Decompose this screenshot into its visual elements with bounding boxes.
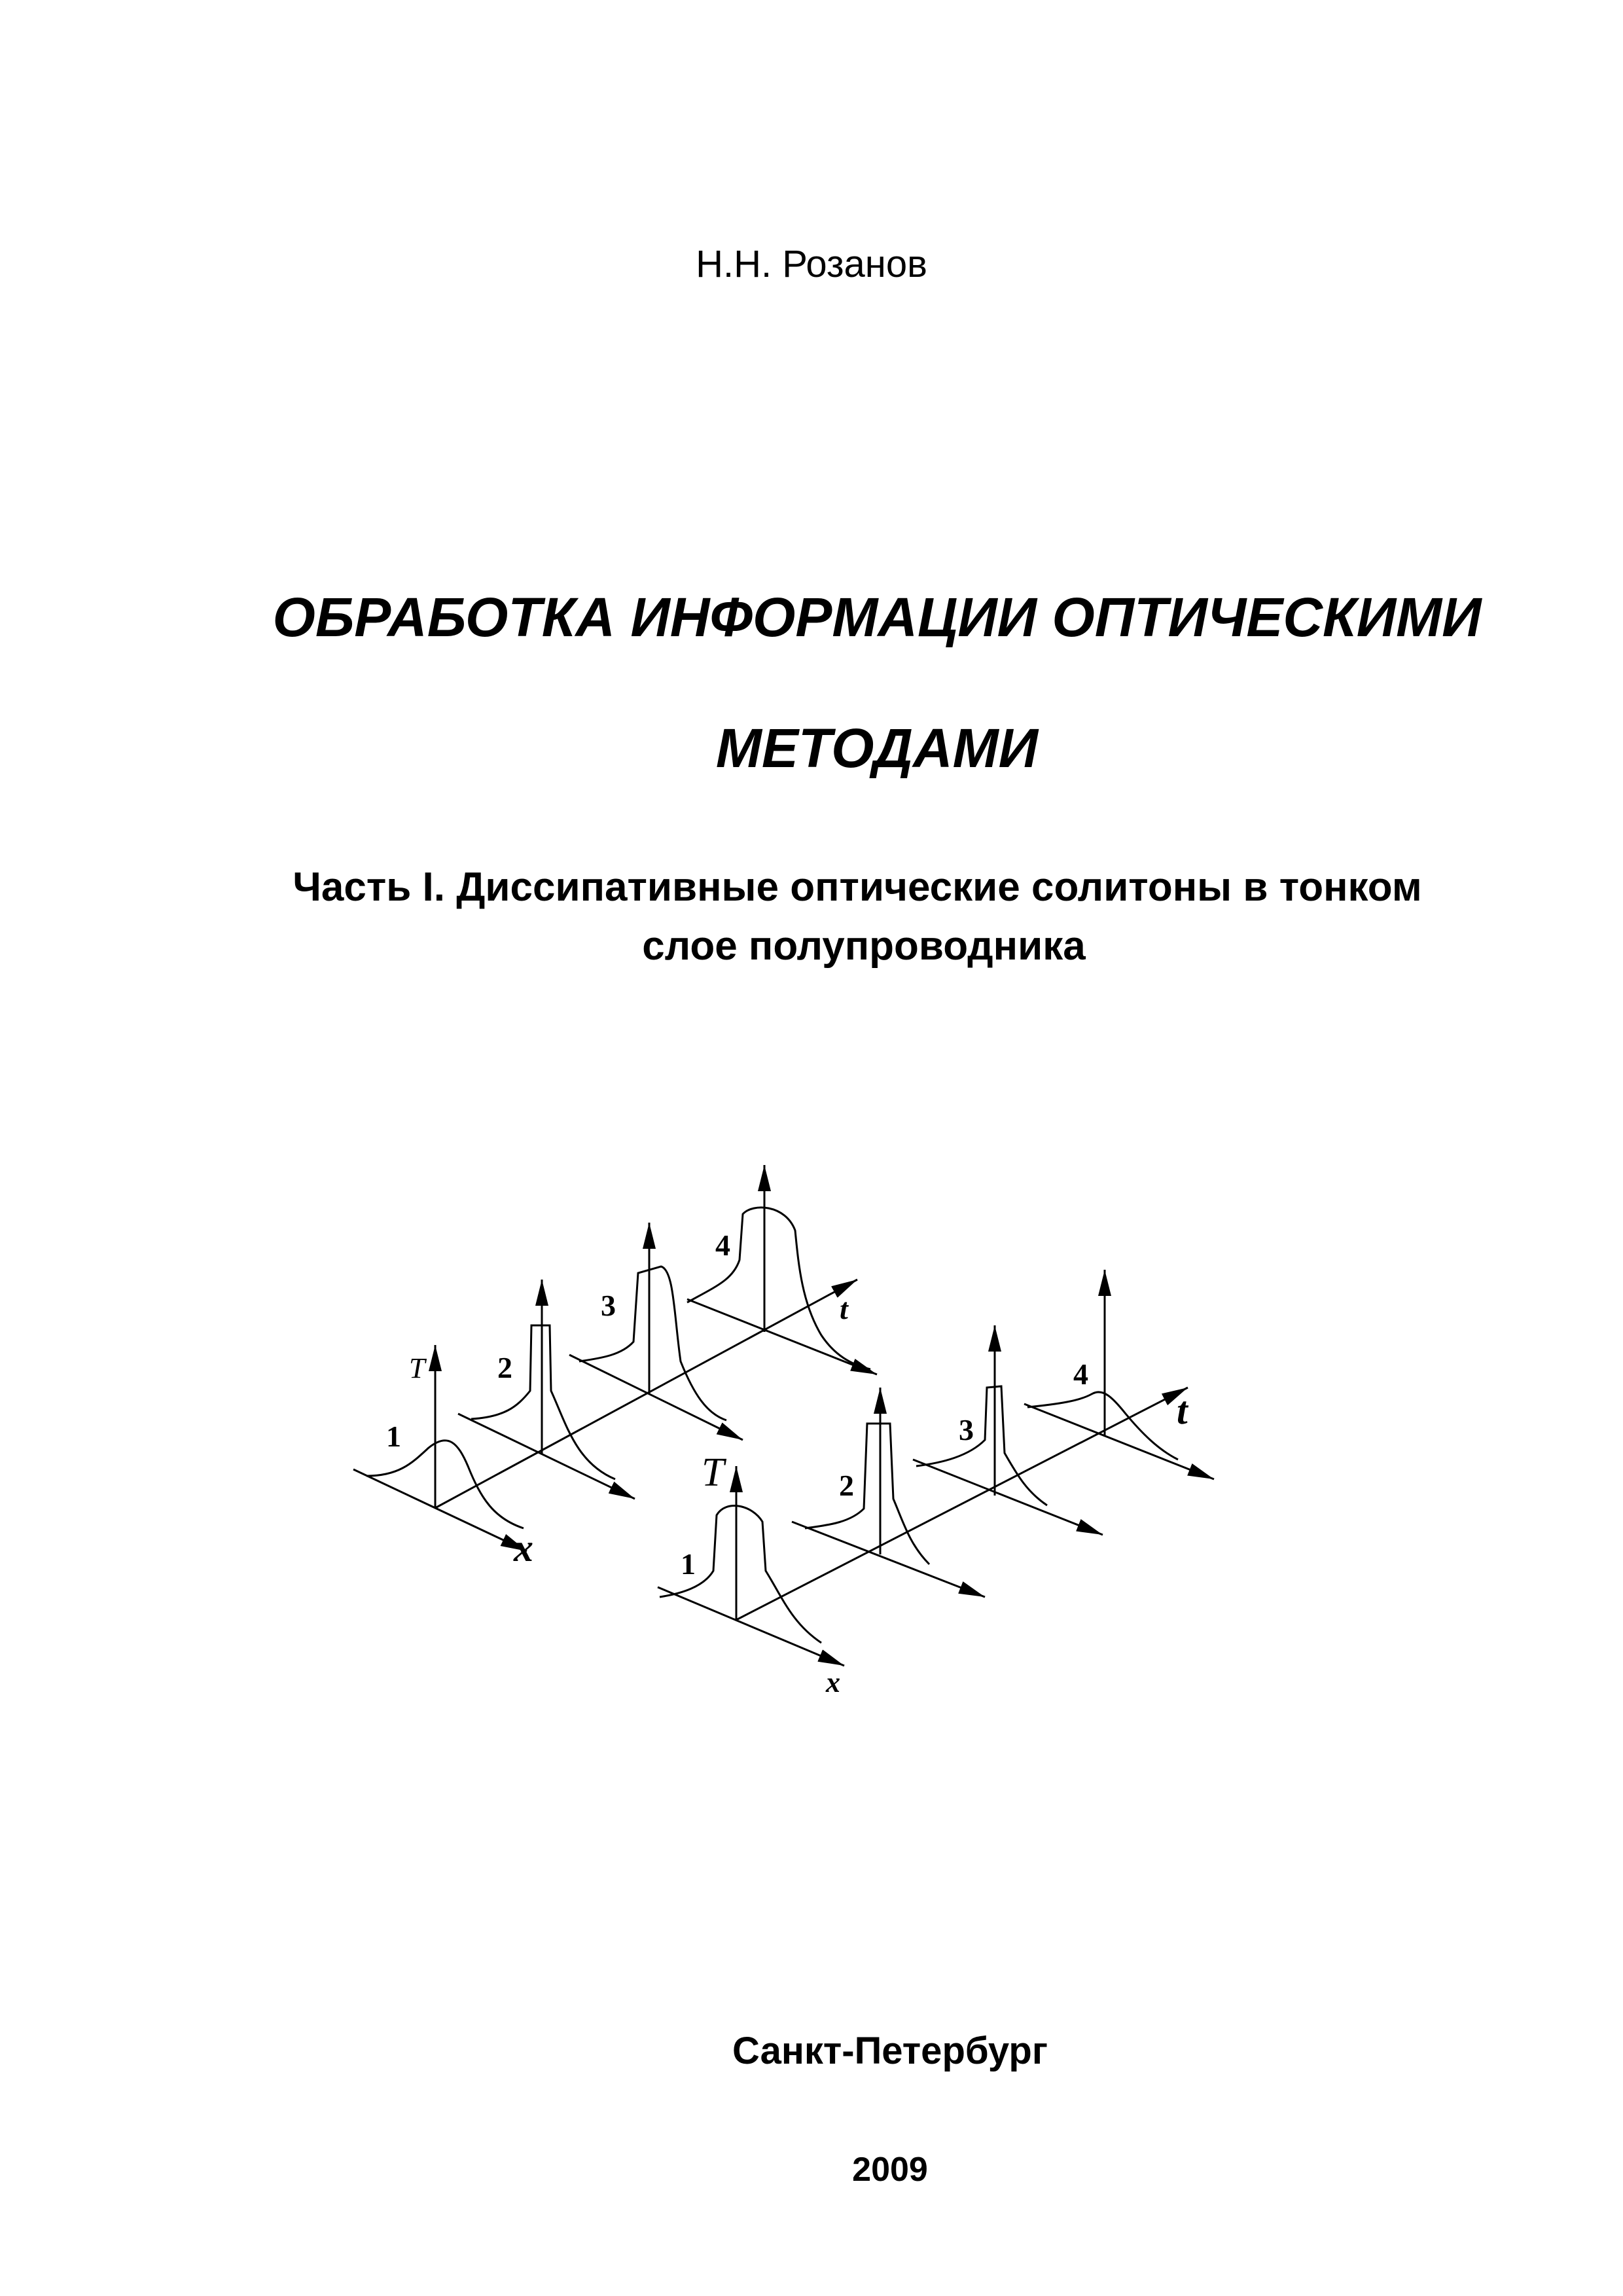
right-T-label: T bbox=[702, 1450, 724, 1495]
right-profile-3 bbox=[913, 1325, 1103, 1535]
author-name: Н.Н. Розанов bbox=[696, 243, 927, 285]
right-diagram bbox=[658, 1270, 1214, 1698]
left-x-label: x bbox=[514, 1526, 533, 1570]
left-time-axis bbox=[435, 1280, 857, 1508]
left-label-2: 2 bbox=[497, 1351, 512, 1384]
right-t-label: t bbox=[1177, 1389, 1188, 1432]
right-x-axis bbox=[658, 1587, 844, 1666]
right-profile-4 bbox=[1024, 1270, 1214, 1479]
left-profile-4 bbox=[687, 1165, 877, 1374]
left-label-4: 4 bbox=[715, 1229, 730, 1262]
right-label-3: 3 bbox=[959, 1413, 974, 1446]
right-label-4: 4 bbox=[1073, 1357, 1088, 1391]
title-line-1: ОБРАБОТКА ИНФОРМАЦИИ ОПТИЧЕСКИМИ bbox=[272, 586, 1482, 648]
left-curve-1 bbox=[366, 1441, 524, 1528]
left-diagram bbox=[353, 1165, 877, 1570]
subtitle-line-1: Часть I. Диссипативные оптические солитоны в тонком bbox=[293, 865, 1422, 910]
left-t-label: t bbox=[840, 1292, 848, 1325]
right-label-1: 1 bbox=[681, 1547, 696, 1581]
left-T-label: T bbox=[409, 1352, 425, 1384]
left-label-1: 1 bbox=[386, 1420, 401, 1453]
title-line-2: МЕТОДАМИ bbox=[715, 717, 1039, 779]
subtitle-line-2: слое полупроводника bbox=[642, 924, 1086, 969]
publication-city: Санкт-Петербург bbox=[732, 2030, 1048, 2072]
right-label-2: 2 bbox=[839, 1469, 854, 1502]
right-profile-2 bbox=[792, 1388, 985, 1597]
publication-year: 2009 bbox=[852, 2151, 928, 2189]
left-label-3: 3 bbox=[601, 1289, 616, 1322]
right-x-label: x bbox=[826, 1666, 840, 1698]
left-x-axis bbox=[353, 1469, 527, 1551]
